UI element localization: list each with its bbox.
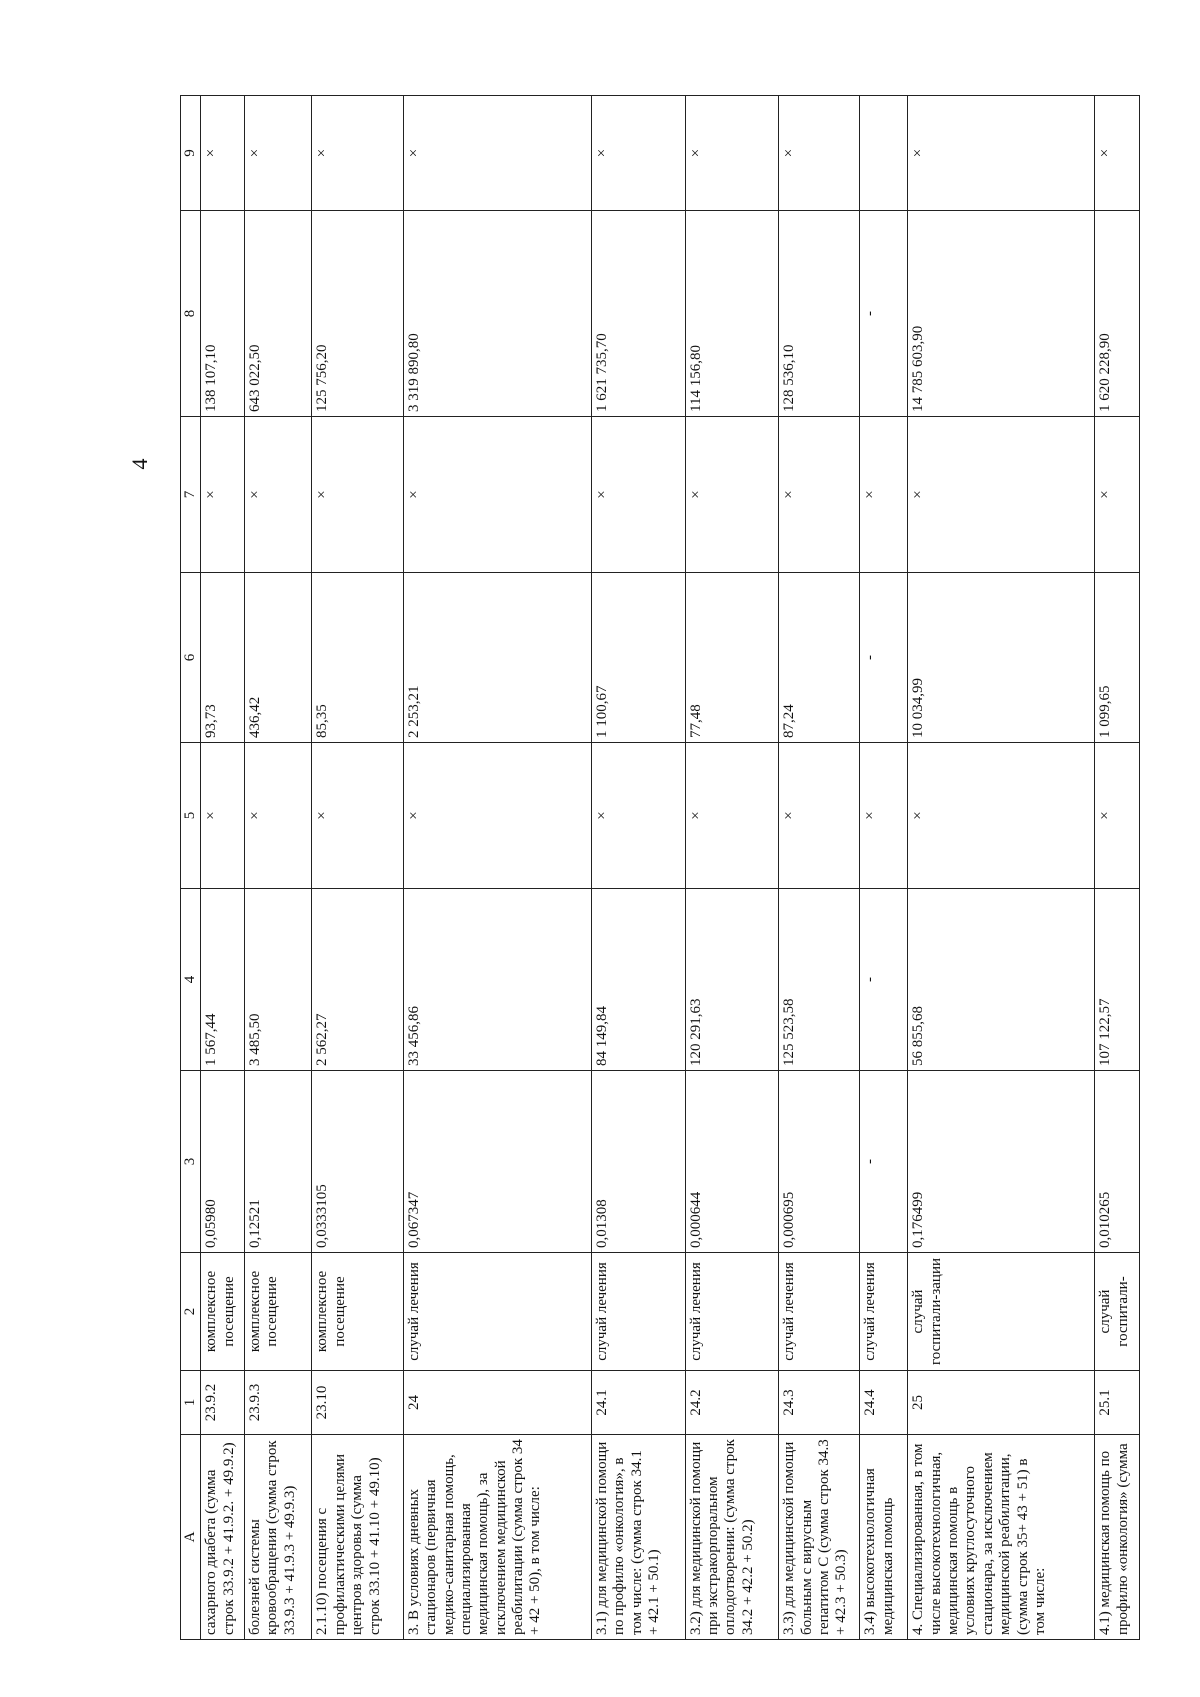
row-code: 23.10 xyxy=(312,1371,403,1435)
unit-cell: случай госпитали-зации xyxy=(908,1253,1095,1371)
cell-col3: 0,067347 xyxy=(403,1071,591,1253)
unit-cell: случай лечения xyxy=(779,1253,860,1371)
row-code: 24.3 xyxy=(779,1371,860,1435)
table-row xyxy=(779,96,860,1640)
cell-col4: - xyxy=(860,889,908,1071)
cell-col3: 0,000695 xyxy=(779,1071,860,1253)
col-header-2: 2 xyxy=(181,1253,201,1371)
unit-cell: случай лечения xyxy=(685,1253,779,1371)
cell-col5: × xyxy=(312,743,403,889)
cell-col5: × xyxy=(201,743,245,889)
cell-col7: × xyxy=(908,417,1095,573)
col-header-6: 6 xyxy=(181,573,201,743)
row-code: 24.4 xyxy=(860,1371,908,1435)
cell-col9: × xyxy=(403,96,591,211)
table-row xyxy=(685,96,779,1640)
cell-col9: × xyxy=(592,96,686,211)
table-row xyxy=(592,96,686,1640)
row-code: 23.9.2 xyxy=(201,1371,245,1435)
cell-col7: × xyxy=(312,417,403,573)
row-code: 24 xyxy=(403,1371,591,1435)
cell-col6: 77,48 xyxy=(685,573,779,743)
cell-col9 xyxy=(860,96,908,211)
cell-col9: × xyxy=(312,96,403,211)
table-row xyxy=(908,96,1095,1640)
cell-col3: 0,000644 xyxy=(685,1071,779,1253)
cell-col6: 93,73 xyxy=(201,573,245,743)
cell-col4: 125 523,58 xyxy=(779,889,860,1071)
cell-col9: × xyxy=(201,96,245,211)
row-code: 25.1 xyxy=(1095,1371,1140,1435)
cell-col5: × xyxy=(244,743,311,889)
cell-col6: 1 099,65 xyxy=(1095,573,1140,743)
unit-cell: комплексное посещение xyxy=(201,1253,245,1371)
cell-col6: - xyxy=(860,573,908,743)
row-code: 24.2 xyxy=(685,1371,779,1435)
cell-col7: × xyxy=(244,417,311,573)
row-label: 4.1) медицинская помощь по профилю «онкология» (сумма xyxy=(1095,1435,1140,1640)
unit-cell: случай лечения xyxy=(592,1253,686,1371)
table-row xyxy=(860,96,908,1640)
row-label: 3.1) для медицинской помощи по профилю «онкология», в том числе: (сумма строк 34.1 + 42.1 + 50.1) xyxy=(592,1435,686,1640)
unit-cell: случай лечения xyxy=(860,1253,908,1371)
col-header-4: 4 xyxy=(181,889,201,1071)
row-code: 23.9.3 xyxy=(244,1371,311,1435)
cell-col8: 1 620 228,90 xyxy=(1095,211,1140,417)
cell-col8: 125 756,20 xyxy=(312,211,403,417)
cell-col8: 114 156,80 xyxy=(685,211,779,417)
unit-cell: комплексное посещение xyxy=(244,1253,311,1371)
cell-col3: 0,010265 xyxy=(1095,1071,1140,1253)
data-table xyxy=(180,95,1140,1640)
cell-col9: × xyxy=(1095,96,1140,211)
header-row xyxy=(181,96,201,1640)
cell-col6: 85,35 xyxy=(312,573,403,743)
cell-col6: 2 253,21 xyxy=(403,573,591,743)
unit-cell: случай лечения xyxy=(403,1253,591,1371)
col-header-5: 5 xyxy=(181,743,201,889)
cell-col7: × xyxy=(403,417,591,573)
cell-col8: 643 022,50 xyxy=(244,211,311,417)
row-code: 24.1 xyxy=(592,1371,686,1435)
cell-col5: × xyxy=(592,743,686,889)
col-header-7: 7 xyxy=(181,417,201,573)
cell-col9: × xyxy=(685,96,779,211)
table-row xyxy=(403,96,591,1640)
row-label: сахарного диабета (сумма строк 33.9.2 + 41.9.2. + 49.9.2) xyxy=(201,1435,245,1640)
cell-col5: × xyxy=(403,743,591,889)
col-header-a: А xyxy=(181,1435,201,1640)
cell-col3: - xyxy=(860,1071,908,1253)
cell-col4: 33 456,86 xyxy=(403,889,591,1071)
row-label: 3.2) для медицинской помощи при экстракорпоральном оплодотворении: (сумма строк 34.2 + 42.2 + 50.2) xyxy=(685,1435,779,1640)
cell-col3: 0,176499 xyxy=(908,1071,1095,1253)
cell-col8: 138 107,10 xyxy=(201,211,245,417)
cell-col6: 87,24 xyxy=(779,573,860,743)
cell-col5: × xyxy=(685,743,779,889)
col-header-3: 3 xyxy=(181,1071,201,1253)
cell-col6: 10 034,99 xyxy=(908,573,1095,743)
row-label: 4. Специализированная, в том числе высокотехнологичная, медицинская помощь в условиях круглосуточного стационара, за исключением медицинской реабилитации, (сумма строк 35+ 43 + 51) в том числе: xyxy=(908,1435,1095,1640)
cell-col4: 120 291,63 xyxy=(685,889,779,1071)
cell-col7: × xyxy=(1095,417,1140,573)
cell-col8: 3 319 890,80 xyxy=(403,211,591,417)
cell-col4: 3 485,50 xyxy=(244,889,311,1071)
page-number: 4 xyxy=(127,458,152,470)
cell-col7: × xyxy=(201,417,245,573)
cell-col8: - xyxy=(860,211,908,417)
cell-col4: 56 855,68 xyxy=(908,889,1095,1071)
cell-col3: 0,05980 xyxy=(201,1071,245,1253)
cell-col3: 0,0333105 xyxy=(312,1071,403,1253)
cell-col5: × xyxy=(908,743,1095,889)
cell-col4: 2 562,27 xyxy=(312,889,403,1071)
unit-cell: случай госпитали- xyxy=(1095,1253,1140,1371)
cell-col6: 436,42 xyxy=(244,573,311,743)
cell-col8: 14 785 603,90 xyxy=(908,211,1095,417)
cell-col4: 107 122,57 xyxy=(1095,889,1140,1071)
cell-col5: × xyxy=(1095,743,1140,889)
col-header-8: 8 xyxy=(181,211,201,417)
cell-col7: × xyxy=(779,417,860,573)
table-row xyxy=(1095,96,1140,1640)
cell-col5: × xyxy=(860,743,908,889)
col-header-9: 9 xyxy=(181,96,201,211)
cell-col6: 1 100,67 xyxy=(592,573,686,743)
cell-col9: × xyxy=(779,96,860,211)
table-row xyxy=(244,96,311,1640)
row-label: 3.4) высокотехнологичная медицинская помощь xyxy=(860,1435,908,1640)
cell-col4: 84 149,84 xyxy=(592,889,686,1071)
table-row xyxy=(201,96,245,1640)
cell-col3: 0,01308 xyxy=(592,1071,686,1253)
row-label: 2.1.10) посещения с профилактическими целями центров здоровья (сумма строк 33.10 + 41.10 + 49.10) xyxy=(312,1435,403,1640)
cell-col7: × xyxy=(860,417,908,573)
cell-col9: × xyxy=(244,96,311,211)
cell-col7: × xyxy=(592,417,686,573)
cell-col5: × xyxy=(779,743,860,889)
col-header-1: 1 xyxy=(181,1371,201,1435)
row-code: 25 xyxy=(908,1371,1095,1435)
rotated-table-container xyxy=(180,96,1140,1640)
cell-col8: 128 536,10 xyxy=(779,211,860,417)
cell-col4: 1 567,44 xyxy=(201,889,245,1071)
cell-col7: × xyxy=(685,417,779,573)
row-label: болезней системы кровообращения (сумма строк 33.9.3 + 41.9.3 + 49.9.3) xyxy=(244,1435,311,1640)
cell-col3: 0,12521 xyxy=(244,1071,311,1253)
cell-col9: × xyxy=(908,96,1095,211)
table-row xyxy=(312,96,403,1640)
unit-cell: комплексное посещение xyxy=(312,1253,403,1371)
cell-col8: 1 621 735,70 xyxy=(592,211,686,417)
row-label: 3.3) для медицинской помощи больным с вирусным гепатитом С (сумма строк 34.3 + 42.3 + 50.3) xyxy=(779,1435,860,1640)
row-label: 3. В условиях дневных стационаров (первичная медико-санитарная помощь, специализированная медицинская помощь), за исключением медицинской реабилитации (сумма строк 34 + 42 + 50), в том числе: xyxy=(403,1435,591,1640)
